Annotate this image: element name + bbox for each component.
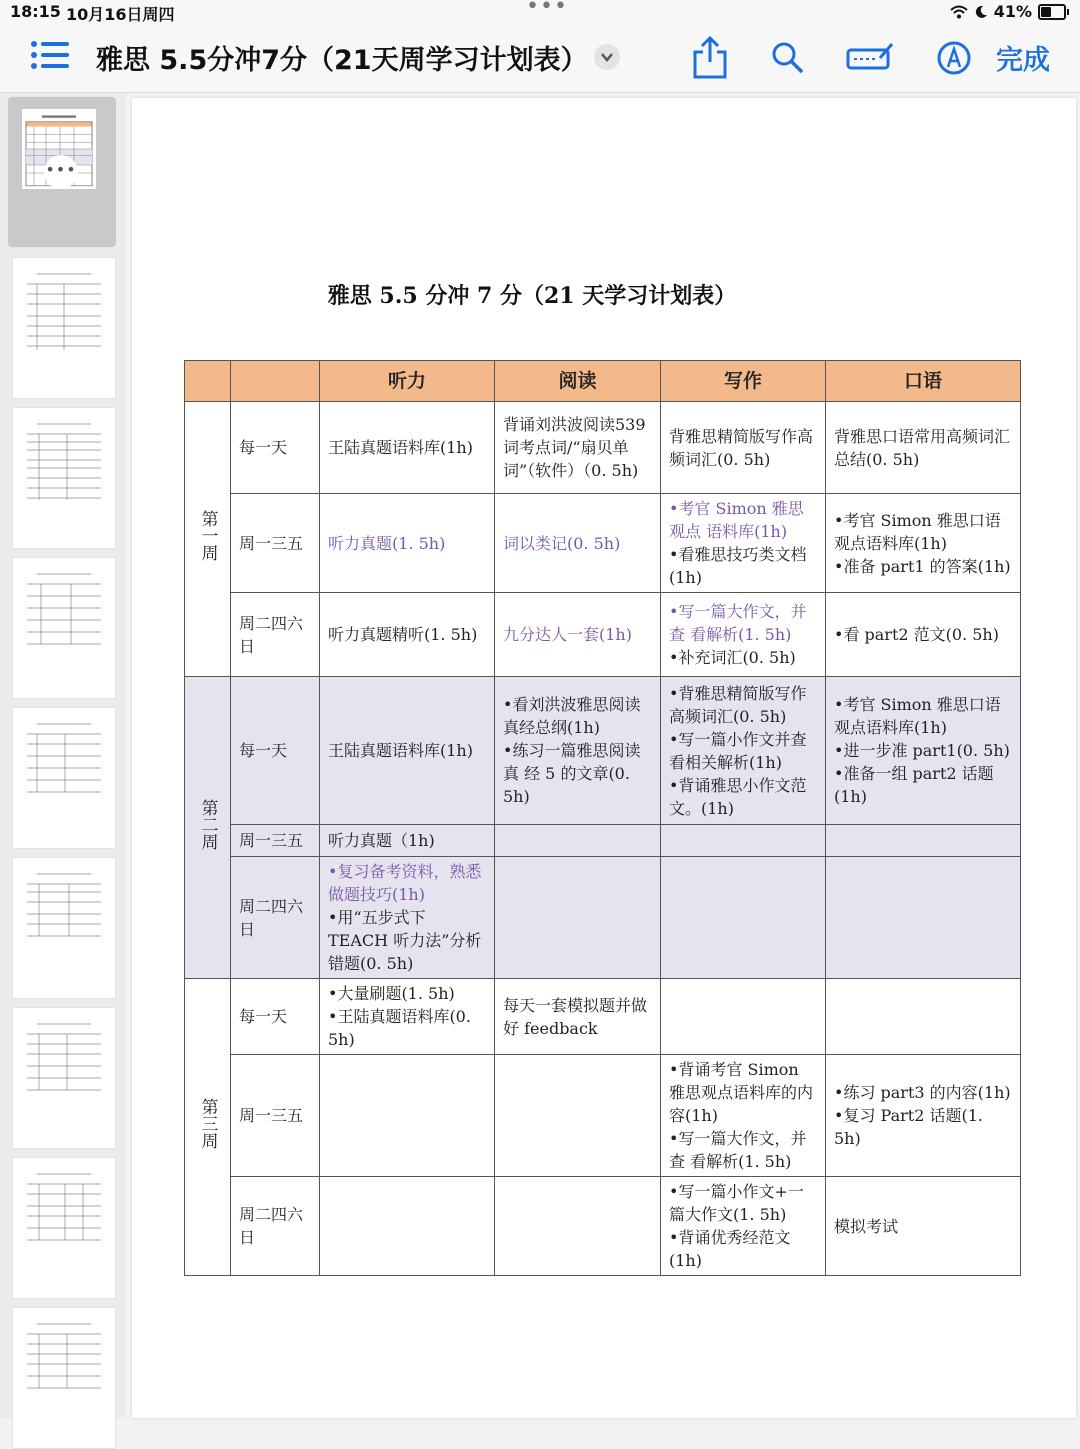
header-row [185, 361, 1021, 402]
thumbnail-preview [27, 1020, 101, 1100]
writing-cell [661, 825, 826, 857]
page-thumbnail[interactable] [12, 1157, 116, 1299]
table-row [185, 1177, 1021, 1276]
reading-cell [495, 677, 661, 825]
list-item: •考官 Simon 雅思口语观点语料库(1h) [834, 695, 1001, 737]
listening-cell: 王陆真题语料库(1h) [320, 402, 495, 494]
page-thumbnail[interactable] [12, 707, 116, 849]
share-icon[interactable] [690, 36, 730, 80]
writing-cell [661, 1055, 826, 1177]
listening-cell [320, 1055, 495, 1177]
week-label [185, 677, 231, 979]
moon-icon [974, 5, 988, 19]
thumbnail-preview [27, 570, 101, 650]
battery-percent: 41% [993, 2, 1032, 21]
listening-cell [320, 979, 495, 1055]
day-cell: 周二四六日 [231, 593, 320, 677]
toolbar [0, 24, 1080, 93]
thumbnail-preview [27, 870, 101, 950]
header-reading: 阅读 [495, 361, 661, 402]
list-item: •补充词汇(0. 5h) [669, 648, 796, 667]
plan-title: 雅思 5.5 分冲 7 分（21 天学习计划表） [327, 283, 737, 309]
reading-cell [495, 1055, 661, 1177]
writing-cell [661, 857, 826, 979]
list-item: •写一篇大作文，并查 看解析(1. 5h) [669, 602, 807, 644]
week-label-text: 第三周 [197, 1098, 218, 1149]
header-cell [185, 361, 231, 402]
page-thumbnail[interactable] [12, 257, 116, 399]
listening-cell: 王陆真题语料库(1h) [320, 677, 495, 825]
page-thumbnail[interactable] [12, 557, 116, 699]
battery-icon [1038, 4, 1066, 20]
list-item: •看刘洪波雅思阅读真经总纲(1h) [503, 695, 641, 737]
writing-cell [661, 979, 826, 1055]
list-item: •看雅思技巧类文档(1h) [669, 545, 807, 587]
day-cell: 周一三五 [231, 1055, 320, 1177]
day-cell: 周一三五 [231, 825, 320, 857]
writing-cell [661, 593, 826, 677]
week-label [185, 979, 231, 1276]
writing-cell [661, 677, 826, 825]
writing-cell [661, 494, 826, 593]
table-row [185, 494, 1021, 593]
reading-cell: 九分达人一套(1h) [495, 593, 661, 677]
list-item: •写一篇大作文，并查 看解析(1. 5h) [669, 1129, 807, 1171]
page-thumbnail[interactable] [12, 857, 116, 999]
wifi-icon [950, 5, 968, 19]
list-item: •准备一组 part2 话题(1h) [834, 764, 994, 806]
reading-cell [495, 825, 661, 857]
done-button[interactable]: 完成 [996, 45, 1050, 76]
list-item: •准备 part1 的答案(1h) [834, 556, 1011, 576]
listening-cell: 听力真题（1h) [320, 825, 495, 857]
listening-cell [320, 857, 495, 979]
reading-cell: 词以类记(0. 5h) [495, 494, 661, 593]
reading-cell: 每天一套模拟题并做好 feedback [495, 979, 661, 1055]
reading-cell [495, 1177, 661, 1276]
page-thumbnail-sidebar [0, 93, 126, 1418]
speaking-cell: •看 part2 范文(0. 5h) [826, 593, 1021, 677]
header-cell [231, 361, 320, 402]
listening-cell: 听力真题(1. 5h) [320, 494, 495, 593]
multitasking-dots[interactable]: ••• [526, 0, 568, 19]
thumbnail-preview [27, 1320, 101, 1400]
title-dropdown[interactable] [594, 44, 620, 70]
day-cell: 周二四六日 [231, 1177, 320, 1276]
header-listening: 听力 [320, 361, 495, 402]
list-item: •背雅思精简版写作高频词汇(0. 5h) [669, 683, 807, 726]
reading-cell [495, 857, 661, 979]
list-item: •写一篇小作文并查看相关解析(1h) [669, 729, 807, 772]
table-row [185, 979, 1021, 1055]
list-item: •进一步准 part1(0. 5h) [834, 741, 1010, 760]
table-row [185, 1055, 1021, 1177]
table-row [185, 857, 1021, 979]
table-row [185, 825, 1021, 857]
week-label-text: 第一周 [197, 510, 218, 561]
speaking-cell [826, 825, 1021, 857]
list-item: •用“五步式下 TEACH 听力法”分析错题(0. 5h) [328, 908, 482, 973]
more-options-icon[interactable]: ••• [44, 155, 78, 189]
page-thumbnail[interactable] [12, 1307, 116, 1449]
speaking-cell: 模拟考试 [826, 1177, 1021, 1276]
day-cell: 每一天 [231, 677, 320, 825]
table-row [185, 677, 1021, 825]
speaking-cell [826, 1055, 1021, 1177]
list-item: •背诵雅思小作文范文。(1h) [669, 775, 807, 818]
day-cell: 每一天 [231, 402, 320, 494]
list-item: •考官 Simon 雅思观点 语料库(1h) [669, 499, 804, 541]
thumbnail-preview [27, 420, 101, 500]
header-writing: 写作 [661, 361, 826, 402]
speaking-cell: 背雅思口语常用高频词汇总结(0. 5h) [826, 402, 1021, 494]
thumbnail-preview [27, 1170, 101, 1250]
annotate-icon[interactable] [846, 40, 894, 72]
speaking-cell [826, 677, 1021, 825]
page-thumbnail[interactable] [12, 407, 116, 549]
markup-pen-icon[interactable] [936, 40, 972, 76]
table-row [185, 402, 1021, 494]
list-item: •练习 part3 的内容(1h) [834, 1083, 1011, 1102]
list-item: •复习 Part2 话题(1. 5h) [834, 1106, 983, 1148]
week-label [185, 402, 231, 677]
list-item: •背诵优秀经范文(1h) [669, 1228, 791, 1270]
list-item: •考官 Simon 雅思口语观点语料库(1h) [834, 510, 1001, 553]
status-time: 18:15 [10, 2, 61, 21]
list-item: •王陆真题语料库(0. 5h) [328, 1007, 471, 1049]
thumbnail-preview [27, 270, 101, 350]
writing-cell: 背雅思精简版写作高 频词汇(0. 5h) [661, 402, 826, 494]
status-bar [0, 0, 1080, 24]
list-item: •大量刷题(1. 5h) [328, 984, 455, 1003]
study-plan-table [184, 360, 1021, 1276]
chevron-down-icon [594, 44, 620, 70]
list-menu-icon[interactable] [30, 40, 70, 70]
status-date: 10月16日周四 [66, 5, 175, 24]
thumbnail-preview [27, 720, 101, 800]
list-item: •写一篇小作文+一篇大作文(1. 5h) [669, 1182, 804, 1224]
page-thumbnail-selected[interactable] [8, 97, 116, 247]
speaking-cell [826, 979, 1021, 1055]
week-label-text: 第二周 [197, 798, 218, 850]
header-speaking: 口语 [826, 361, 1021, 402]
page-thumbnail[interactable] [12, 1007, 116, 1149]
day-cell: 每一天 [231, 979, 320, 1055]
document-page [132, 98, 1076, 1418]
reading-cell: 背诵刘洪波阅读539 词考点词/“扇贝单词”（软件）（0. 5h) [495, 402, 661, 494]
speaking-cell [826, 494, 1021, 593]
listening-cell: 听力真题精听(1. 5h) [320, 593, 495, 677]
list-item: •练习一篇雅思阅读真 经 5 的文章(0. 5h) [503, 741, 641, 806]
list-item: •复习备考资料，熟悉 做题技巧(1h) [328, 862, 482, 904]
list-item: •背诵考官 Simon 雅思观点语料库的内容(1h) [669, 1060, 814, 1125]
search-icon[interactable] [770, 40, 806, 76]
document-title: 雅思 5.5分冲7分（21天周学习计划表） [96, 45, 588, 76]
writing-cell [661, 1177, 826, 1276]
listening-cell [320, 1177, 495, 1276]
speaking-cell [826, 857, 1021, 979]
day-cell: 周一三五 [231, 494, 320, 593]
day-cell: 周二四六日 [231, 857, 320, 979]
table-row [185, 593, 1021, 677]
